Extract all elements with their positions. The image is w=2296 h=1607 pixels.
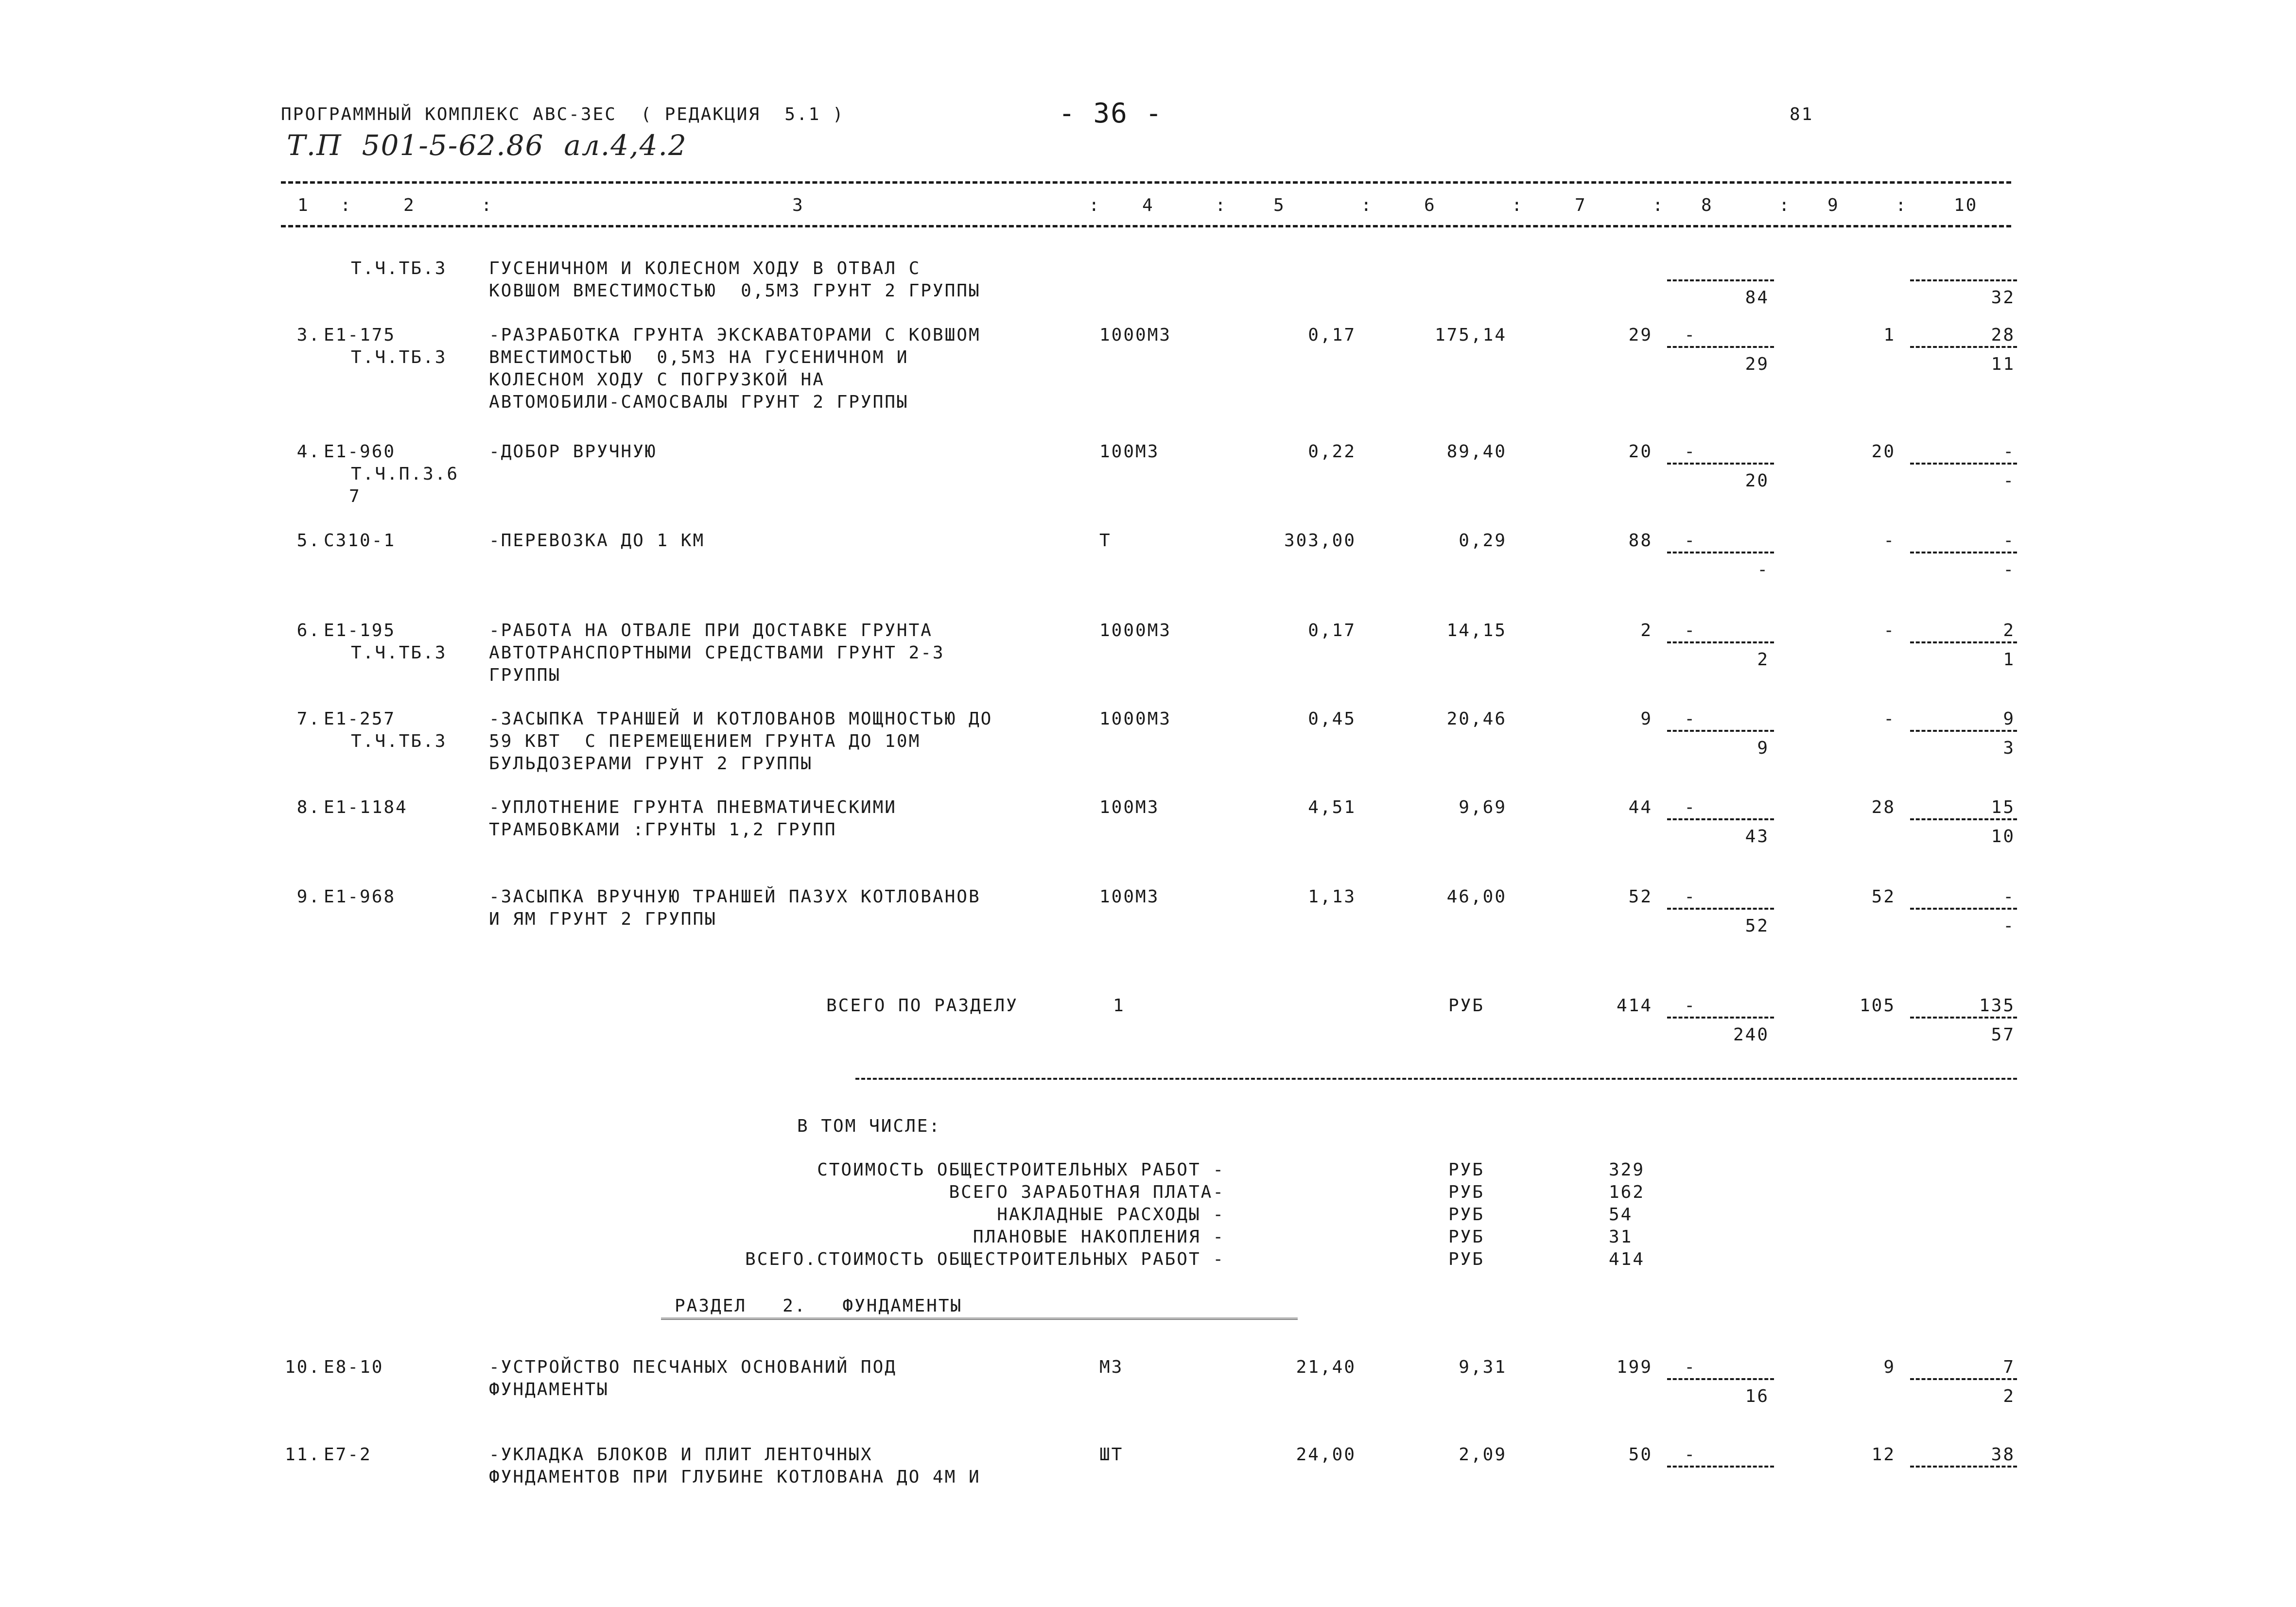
breakdown-label: ВСЕГО.СТОИМОСТЬ ОБЩЕСТРОИТЕЛЬНЫХ РАБОТ - (745, 1249, 1225, 1269)
breakdown-value: 329 (1609, 1160, 1645, 1180)
subtotal-rule (1910, 552, 2017, 553)
row-col8-top: - (1684, 442, 1696, 462)
row-col8-bottom: 9 (1757, 738, 1769, 758)
column-separator: : (1215, 195, 1227, 215)
row-unit: М3 (1099, 1357, 1124, 1377)
breakdown-label: ВСЕГО ЗАРАБОТНАЯ ПЛАТА- (949, 1182, 1225, 1202)
breakdown-unit: РУБ (1448, 1182, 1485, 1202)
section-total-col10-top: 135 (1979, 996, 2015, 1016)
subtotal-rule (1910, 1017, 2017, 1019)
subtotal-rule (1667, 730, 1774, 732)
row-code: Е1-968 (324, 887, 396, 907)
row-description: -ПЕРЕВОЗКА ДО 1 КМ (489, 531, 705, 551)
row-description: 59 КВТ С ПЕРЕМЕЩЕНИЕМ ГРУНТА ДО 10М (489, 731, 921, 751)
row-col8-top: - (1684, 531, 1696, 551)
column-separator: : (1089, 195, 1101, 215)
row-unit: 1000М3 (1099, 709, 1172, 729)
subtotal-rule (1910, 1378, 2017, 1380)
subtotal-rule (1910, 279, 2017, 281)
row-col8-top: - (1684, 621, 1696, 640)
row-unit: 1000М3 (1099, 621, 1172, 640)
column-separator: : (1896, 195, 1908, 215)
row-number: 9. (296, 887, 321, 907)
row-total: 9 (1640, 709, 1652, 729)
row-col8-top: - (1684, 1357, 1696, 1377)
sheet-number: 81 (1790, 104, 1814, 124)
row-col10-top: 28 (1991, 325, 2015, 345)
row-description: ГРУППЫ (489, 665, 561, 685)
row-unit: ШТ (1099, 1445, 1124, 1465)
row-code: Е1-195 (324, 621, 396, 640)
row-description: КОЛЕСНОМ ХОДУ С ПОГРУЗКОЙ НА (489, 370, 825, 390)
row-col10-top: 9 (2003, 709, 2015, 729)
row-code: Е1-960 (324, 442, 396, 462)
subtotal-rule (1910, 818, 2017, 820)
row-total: 44 (1628, 797, 1652, 817)
column-separator: : (481, 195, 493, 215)
section-total-col8-top: - (1684, 996, 1696, 1016)
subtotal-rule (1667, 552, 1774, 553)
row-description: -УСТРОЙСТВО ПЕСЧАНЫХ ОСНОВАНИЙ ПОД (489, 1357, 897, 1377)
row-col10-bottom: - (2003, 471, 2015, 491)
row-description: ВМЕСТИМОСТЬЮ 0,5М3 НА ГУСЕНИЧНОМ И (489, 347, 909, 367)
section-total-col4: 1 (1113, 996, 1125, 1016)
row-description: ФУНДАМЕНТЫ (489, 1380, 609, 1400)
row-unit-price: 20,46 (1446, 709, 1507, 729)
row-quantity: 0,17 (1308, 621, 1356, 640)
row-col10-bottom: 3 (2003, 738, 2015, 758)
row-quantity: 1,13 (1308, 887, 1356, 907)
subtotal-rule (1667, 346, 1774, 348)
column-header-5: 5 (1273, 195, 1286, 215)
row-unit: 100М3 (1099, 797, 1160, 817)
row-col10-top: - (2003, 887, 2015, 907)
row-col10-top: 7 (2003, 1357, 2015, 1377)
row-col8-bottom: 52 (1745, 916, 1769, 936)
row-unit-price: 175,14 (1434, 325, 1507, 345)
row-col8-bottom: 84 (1745, 288, 1769, 308)
row-col10-bottom: 32 (1991, 288, 2015, 308)
column-header-2: 2 (403, 195, 416, 215)
row-code-ref: 7 (349, 486, 361, 506)
row-description: БУЛЬДОЗЕРАМИ ГРУНТ 2 ГРУППЫ (489, 754, 813, 774)
row-quantity: 21,40 (1296, 1357, 1356, 1377)
section-total-value: 414 (1616, 996, 1652, 1016)
row-col8-top: - (1684, 1445, 1696, 1465)
row-description: ТРАМБОВКАМИ :ГРУНТЫ 1,2 ГРУПП (489, 820, 837, 840)
row-unit: 100М3 (1099, 442, 1160, 462)
row-unit-price: 89,40 (1446, 442, 1507, 462)
row-code: Е7-2 (324, 1445, 372, 1465)
row-description: -РАЗРАБОТКА ГРУНТА ЭКСКАВАТОРАМИ С КОВШОМ (489, 325, 981, 345)
row-col10-top: - (2003, 442, 2015, 462)
row-description: -ЗАСЫПКА ВРУЧНУЮ ТРАНШЕЙ ПАЗУХ КОТЛОВАНОВ (489, 887, 981, 907)
subtotal-rule (1910, 346, 2017, 348)
row-code-ref: Т.Ч.ТБ.3 (351, 347, 447, 367)
including-title: В ТОМ ЧИСЛЕ: (797, 1116, 941, 1136)
subtotal-rule (1667, 1466, 1774, 1468)
row-col10-top: 15 (1991, 797, 2015, 817)
column-header-10: 10 (1954, 195, 1978, 215)
row-col9: 20 (1871, 442, 1896, 462)
section-total-col9: 105 (1859, 996, 1896, 1016)
column-header-1: 1 (297, 195, 310, 215)
row-total: 52 (1628, 887, 1652, 907)
row-col10-bottom: - (2003, 560, 2015, 580)
section-total-unit: РУБ (1448, 996, 1485, 1016)
column-separator: : (1652, 195, 1665, 215)
row-col10-top: 2 (2003, 621, 2015, 640)
row-unit-price: 2,09 (1459, 1445, 1507, 1465)
row-unit: 1000М3 (1099, 325, 1172, 345)
row-number: 3. (296, 325, 321, 345)
row-quantity: 4,51 (1308, 797, 1356, 817)
row-description: ФУНДАМЕНТОВ ПРИ ГЛУБИНЕ КОТЛОВАНА ДО 4М И (489, 1467, 981, 1487)
subtotal-rule (1667, 1378, 1774, 1380)
row-quantity: 0,17 (1308, 325, 1356, 345)
row-description: И ЯМ ГРУНТ 2 ГРУППЫ (489, 909, 717, 929)
breakdown-value: 54 (1609, 1205, 1633, 1225)
row-unit-price: 0,29 (1459, 531, 1507, 551)
row-col10-bottom: 10 (1991, 827, 2015, 847)
row-number: 11. (284, 1445, 321, 1465)
row-code: Е1-175 (324, 325, 396, 345)
header-top-rule (281, 181, 2011, 184)
row-number: 10. (284, 1357, 321, 1377)
row-quantity: 24,00 (1296, 1445, 1356, 1465)
row-code: Е1-257 (324, 709, 396, 729)
row-col8-top: - (1684, 887, 1696, 907)
row-col8-bottom: - (1757, 560, 1769, 580)
row-description: -УПЛОТНЕНИЕ ГРУНТА ПНЕВМАТИЧЕСКИМИ (489, 797, 897, 817)
row-description: ГУСЕНИЧНОМ И КОЛЕСНОМ ХОДУ В ОТВАЛ С (489, 259, 921, 278)
subtotal-rule (1910, 1466, 2017, 1468)
row-code: Е8-10 (324, 1357, 384, 1377)
row-number: 7. (296, 709, 321, 729)
row-unit: 100М3 (1099, 887, 1160, 907)
row-quantity: 0,22 (1308, 442, 1356, 462)
row-code-ref: Т.Ч.П.3.6 (351, 464, 459, 484)
breakdown-value: 162 (1609, 1182, 1645, 1202)
subtotal-rule (1667, 818, 1774, 820)
row-quantity: 303,00 (1284, 531, 1356, 551)
column-header-4: 4 (1142, 195, 1154, 215)
row-code-ref: Т.Ч.ТБ.3 (351, 731, 447, 751)
column-separator: : (1779, 195, 1791, 215)
row-description: -РАБОТА НА ОТВАЛЕ ПРИ ДОСТАВКЕ ГРУНТА (489, 621, 933, 640)
row-col9: - (1883, 531, 1896, 551)
row-col8-top: - (1684, 709, 1696, 729)
breakdown-value: 414 (1609, 1249, 1645, 1269)
row-total: 199 (1616, 1357, 1652, 1377)
row-description: -УКЛАДКА БЛОКОВ И ПЛИТ ЛЕНТОЧНЫХ (489, 1445, 873, 1465)
row-col8-bottom: 20 (1745, 471, 1769, 491)
row-col10-top: 38 (1991, 1445, 2015, 1465)
subtotal-rule (1910, 908, 2017, 910)
subtotal-rule (1667, 463, 1774, 465)
row-description: -ДОБОР ВРУЧНУЮ (489, 442, 657, 462)
row-description: КОВШОМ ВМЕСТИМОСТЬЮ 0,5М3 ГРУНТ 2 ГРУППЫ (489, 281, 981, 301)
row-code: Т.Ч.ТБ.3 (351, 259, 447, 278)
row-col8-bottom: 16 (1745, 1386, 1769, 1406)
row-total: 88 (1628, 531, 1652, 551)
section-total-col8-bottom: 240 (1733, 1025, 1769, 1045)
header-bottom-rule (281, 225, 2011, 227)
row-number: 6. (296, 621, 321, 640)
row-description: АВТОМОБИЛИ-САМОСВАЛЫ ГРУНТ 2 ГРУППЫ (489, 392, 909, 412)
breakdown-value: 31 (1609, 1227, 1633, 1247)
row-col9: 52 (1871, 887, 1896, 907)
row-col9: 28 (1871, 797, 1896, 817)
subtotal-rule (1667, 279, 1774, 281)
row-quantity: 0,45 (1308, 709, 1356, 729)
row-col8-bottom: 29 (1745, 354, 1769, 374)
row-col8-top: - (1684, 325, 1696, 345)
program-header: ПРОГРАММНЫЙ КОМПЛЕКС АВС-ЗЕС ( РЕДАКЦИЯ 5.1 ) (281, 104, 845, 124)
row-col9: - (1883, 709, 1896, 729)
breakdown-unit: РУБ (1448, 1160, 1485, 1180)
subtotal-rule (1910, 730, 2017, 732)
row-total: 29 (1628, 325, 1652, 345)
row-col9: - (1883, 621, 1896, 640)
row-col8-top: - (1684, 797, 1696, 817)
column-separator: : (1512, 195, 1524, 215)
subtotal-rule (1910, 463, 2017, 465)
subtotal-rule (1667, 641, 1774, 643)
column-separator: : (340, 195, 352, 215)
subtotal-rule (1667, 908, 1774, 910)
row-total: 20 (1628, 442, 1652, 462)
subtotal-rule (855, 1078, 2017, 1080)
breakdown-label: НАКЛАДНЫЕ РАСХОДЫ - (997, 1205, 1225, 1225)
row-number: 5. (296, 531, 321, 551)
row-col10-bottom: - (2003, 916, 2015, 936)
section-title: РАЗДЕЛ 2. ФУНДАМЕНТЫ (675, 1296, 963, 1316)
row-unit: Т (1099, 531, 1112, 551)
column-header-9: 9 (1827, 195, 1840, 215)
row-col10-top: - (2003, 531, 2015, 551)
row-col10-bottom: 2 (2003, 1386, 2015, 1406)
row-col10-bottom: 11 (1991, 354, 2015, 374)
column-header-8: 8 (1701, 195, 1713, 215)
row-total: 2 (1640, 621, 1652, 640)
row-description: АВТОТРАНСПОРТНЫМИ СРЕДСТВАМИ ГРУНТ 2-3 (489, 643, 945, 663)
breakdown-label: ПЛАНОВЫЕ НАКОПЛЕНИЯ - (973, 1227, 1225, 1247)
row-col8-bottom: 2 (1757, 650, 1769, 670)
column-header-7: 7 (1575, 195, 1587, 215)
row-total: 50 (1628, 1445, 1652, 1465)
subtotal-rule (1910, 641, 2017, 643)
column-header-6: 6 (1424, 195, 1436, 215)
row-col9: 9 (1883, 1357, 1896, 1377)
row-col8-bottom: 43 (1745, 827, 1769, 847)
row-code: Е1-1184 (324, 797, 408, 817)
subtotal-rule (1667, 1017, 1774, 1019)
breakdown-unit: РУБ (1448, 1249, 1485, 1269)
row-col9: 12 (1871, 1445, 1896, 1465)
breakdown-unit: РУБ (1448, 1205, 1485, 1225)
breakdown-unit: РУБ (1448, 1227, 1485, 1247)
row-col10-bottom: 1 (2003, 650, 2015, 670)
row-number: 4. (296, 442, 321, 462)
section-total-label: ВСЕГО ПО РАЗДЕЛУ (826, 996, 1018, 1016)
column-separator: : (1361, 195, 1373, 215)
row-unit-price: 46,00 (1446, 887, 1507, 907)
row-description: -ЗАСЫПКА ТРАНШЕЙ И КОТЛОВАНОВ МОЩНОСТЬЮ ДО (489, 709, 993, 729)
row-unit-price: 14,15 (1446, 621, 1507, 640)
section-total-col10-bottom: 57 (1991, 1025, 2015, 1045)
row-code-ref: Т.Ч.ТБ.3 (351, 643, 447, 663)
column-header-3: 3 (792, 195, 804, 215)
row-code: С310-1 (324, 531, 396, 551)
row-unit-price: 9,31 (1459, 1357, 1507, 1377)
section-title-underline (661, 1318, 1298, 1323)
breakdown-label: СТОИМОСТЬ ОБЩЕСТРОИТЕЛЬНЫХ РАБОТ - (817, 1160, 1225, 1180)
page-number: - 36 - (1059, 98, 1163, 129)
row-unit-price: 9,69 (1459, 797, 1507, 817)
handwritten-note: Т.П 501-5-62.86 ал.4,4.2 (287, 129, 687, 162)
row-number: 8. (296, 797, 321, 817)
row-col9: 1 (1883, 325, 1896, 345)
